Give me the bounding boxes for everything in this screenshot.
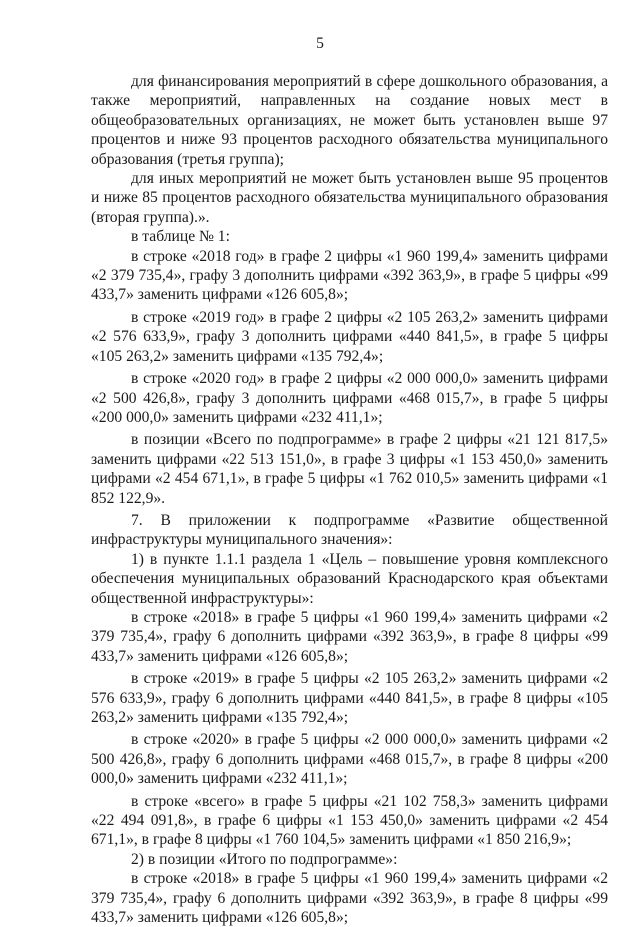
- paragraph-total-row-2018: в строке «2018» в графе 5 цифры «1 960 199,4» заменить цифрами «2 379 735,4», графу 6 дополнить цифрами «392 363,9», в графе 8 цифры «99 433,7» заменить цифрами «126 605,8»;: [91, 870, 608, 927]
- page-number: 5: [316, 35, 324, 52]
- paragraph-item-7: 7. В приложении к подпрограмме «Развитие общественной инфраструктуры муниципального значения»:: [91, 511, 608, 549]
- paragraph-table-1-row-2020: в строке «2020 год» в графе 2 цифры «2 000 000,0» заменить цифрами «2 500 426,8», графу 3 дополнить цифрами «468 015,7», в графе 5 цифры «200 000,0» заменить цифрами «232 411,1»;: [91, 370, 608, 426]
- paragraph-section-row-2020: в строке «2020» в графе 5 цифры «2 000 000,0» заменить цифрами «2 500 426,8», графу 6 дополнить цифрами «468 015,7», в графе 8 цифры «200 000,0» заменить цифрами «232 411,1»;: [91, 731, 608, 788]
- paragraph-group-two-limits: для иных мероприятий не может быть установлен выше 95 процентов и ниже 85 процентов расходного обязательства муниципального образования (вторая группа).».: [91, 170, 608, 226]
- paragraph-section-row-total: в строке «всего» в графе 5 цифры «21 102 758,3» заменить цифрами «22 494 091,8», в графе 6 цифры «1 153 450,0» заменить цифрами «2 454 671,1», в графе 8 цифры «1 760 104,5» заменить цифрами «1 850 216,9»;: [91, 792, 608, 849]
- paragraph-table-1-intro: в таблице № 1:: [131, 228, 230, 246]
- paragraph-table-1-row-2019: в строке «2019 год» в графе 2 цифры «2 105 263,2» заменить цифрами «2 576 633,9», графу 3 дополнить цифрами «440 841,5», в графе 5 цифры «105 263,2» заменить цифрами «135 792,4»;: [91, 308, 608, 365]
- paragraph-table-1-total: в позиции «Всего по подпрограмме» в графе 2 цифры «21 121 817,5» заменить цифрами «22 513 151,0», в графе 3 цифры «1 153 450,0» заменить цифрами «2 454 671,1», в графе 5 цифры «1 762 010,5» заменить цифрами «1 852 122,9».: [91, 431, 608, 507]
- paragraph-group-three-limits: для финансирования мероприятий в сфере дошкольного образования, а также мероприятий, направленных на создание новых мест в общеобразовательных организациях, не может быть установлен выше 97 процентов и ниже 93 процентов расходного обязательства муниципального образования (третья группа);: [91, 73, 608, 168]
- paragraph-section-row-2018: в строке «2018» в графе 5 цифры «1 960 199,4» заменить цифрами «2 379 735,4», графу 6 дополнить цифрами «392 363,9», в графе 8 цифры «99 433,7» заменить цифрами «126 605,8»;: [91, 608, 608, 665]
- paragraph-table-1-row-2018: в строке «2018 год» в графе 2 цифры «1 960 199,4» заменить цифрами «2 379 735,4», графу 3 дополнить цифрами «392 363,9», в графе 5 цифры «99 433,7» заменить цифрами «126 605,8»;: [91, 247, 608, 304]
- document-body: [91, 72, 608, 927]
- paragraph-section-row-2019: в строке «2019» в графе 5 цифры «2 105 263,2» заменить цифрами «2 576 633,9», графу 6 дополнить цифрами «440 841,5», в графе 8 цифры «105 263,2» заменить цифрами «135 792,4»;: [91, 670, 608, 726]
- paragraph-subitem-1: 1) в пункте 1.1.1 раздела 1 «Цель – повышение уровня комплексного обеспечения муниципальных образований Краснодарского края объектами общественной инфраструктуры»:: [91, 550, 608, 607]
- paragraph-subitem-2: 2) в позиции «Итого по подпрограмме»:: [131, 850, 398, 868]
